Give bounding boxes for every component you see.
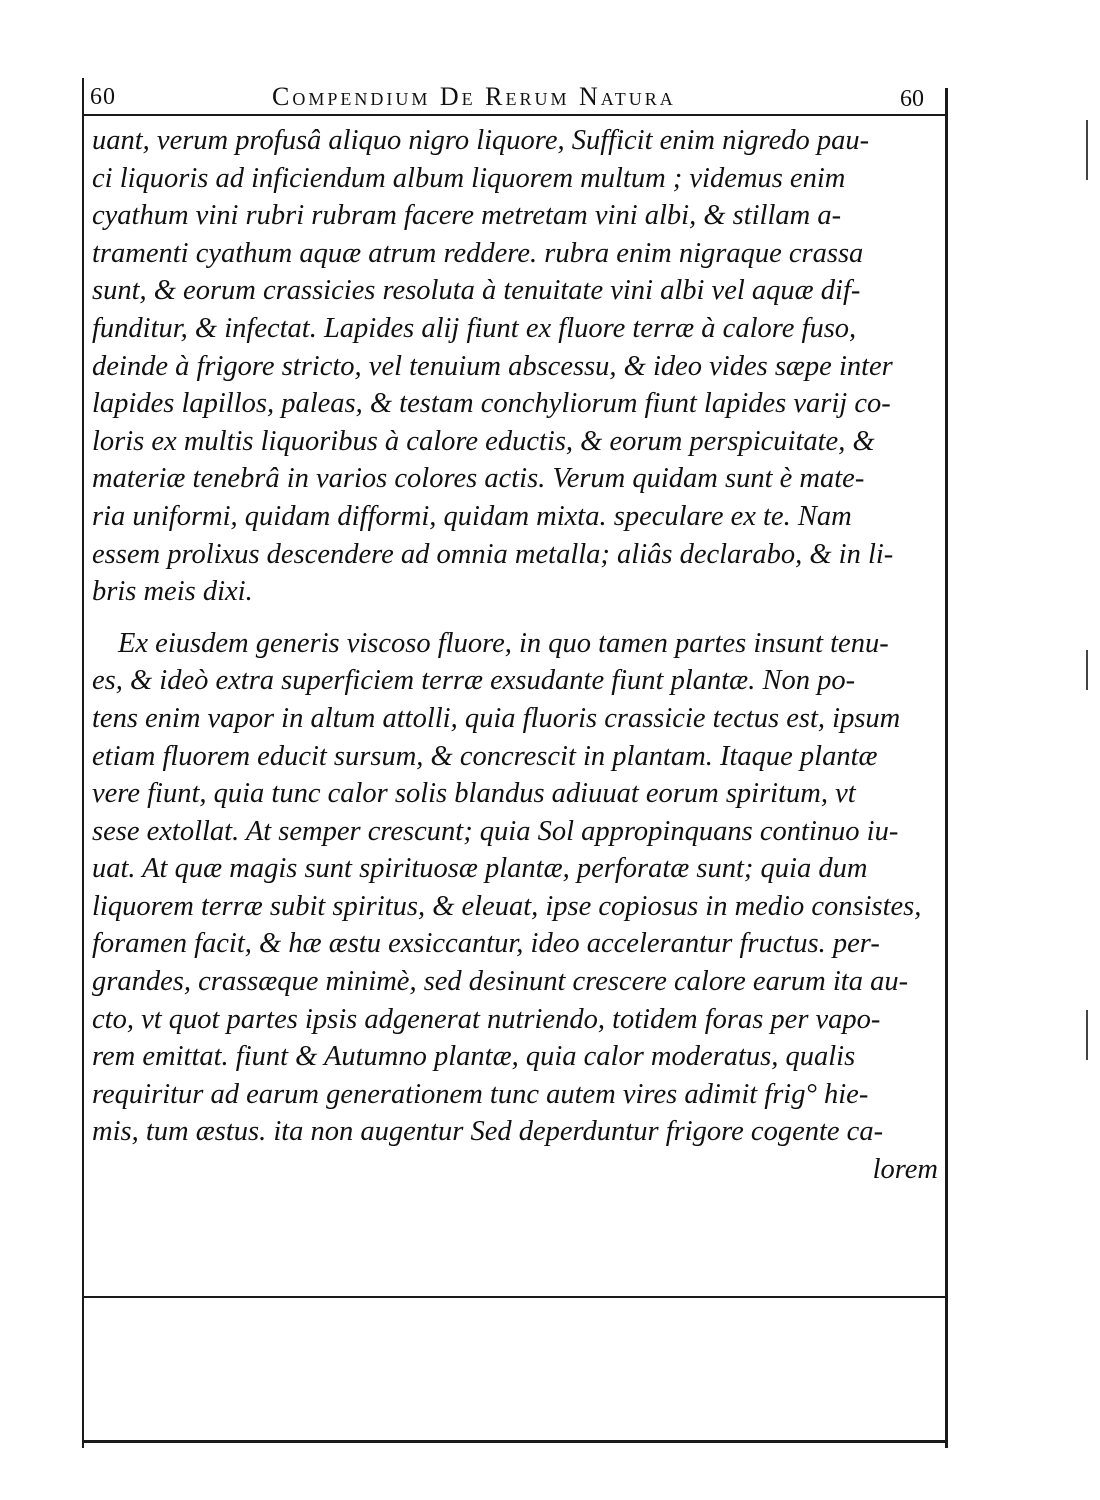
paragraph-2 — [92, 625, 938, 1151]
text-line: essem prolixus descendere ad omnia metalla; aliâs declarabo, & in li- — [92, 538, 894, 570]
text-line: grandes, crassæque minimè, sed desinunt crescere calore earum ita au- — [92, 966, 909, 998]
text-line: tramenti cyathum aquæ atrum reddere. rubra enim nigraque crassa — [92, 237, 864, 269]
text-line: rem emittat. fiunt & Autumno plantæ, quia calor moderatus, qualis — [92, 1041, 856, 1073]
page-frame-bottom-edge — [82, 1440, 948, 1443]
paragraph-gap — [92, 611, 938, 625]
footer-rule — [82, 1296, 948, 1298]
text-line: vere fiunt, quia tunc calor solis blandus adiuuat eorum spiritum, vt — [92, 778, 856, 810]
text-line: sese extollat. At semper crescunt; quia Sol appropinquans continuo iu- — [92, 815, 899, 847]
text-line: uant, verum profusâ aliquo nigro liquore, Sufficit enim nigredo pau- — [92, 125, 870, 156]
header-rule — [82, 114, 948, 116]
text-line: mis, tum æstus. ita non augentur Sed deperduntur frigore cogente ca- — [92, 1116, 884, 1148]
text-line: bris meis dixi. — [92, 576, 253, 608]
catchword: lorem — [872, 1154, 938, 1186]
text-line: es, & ideò extra superficiem terræ exsudante fiunt plantæ. Non po- — [92, 665, 856, 697]
text-line: cyathum vini rubri rubram facere metretam vini albi, & stillam a- — [92, 200, 842, 232]
running-head — [86, 82, 924, 114]
scan-edge-mark — [1086, 1010, 1088, 1060]
running-title: Compendium De Rerum Natura — [272, 82, 676, 111]
scan-edge-mark — [1086, 120, 1088, 180]
text-line: funditur, & infectat. Lapides alij fiunt ex fluore terræ à calore fuso, — [92, 312, 857, 344]
page-frame-left-edge — [82, 78, 84, 1448]
text-line: loris ex multis liquoribus à calore eductis, & eorum perspicuitate, & — [92, 425, 875, 457]
text-line: uat. At quæ magis sunt spirituosæ plantæ, perforatæ sunt; quia dum — [92, 853, 868, 885]
text-line: Ex eiusdem generis viscoso fluore, in quo tamen partes insunt tenu- — [118, 627, 889, 659]
text-line: ria uniformi, quidam difformi, quidam mixta. speculare ex te. Nam — [92, 500, 852, 532]
text-line: ci liquoris ad inficiendum album liquorem multum ; videmus enim — [92, 162, 846, 194]
page-number-right: 60 — [900, 86, 924, 112]
text-line: cto, vt quot partes ipsis adgenerat nutriendo, totidem foras per vapo- — [92, 1003, 881, 1035]
body-text — [92, 122, 938, 1189]
text-line: sunt, & eorum crassicies resoluta à tenuitate vini albi vel aquæ dif- — [92, 275, 861, 307]
text-line: liquorem terræ subit spiritus, & eleuat, ipse copiosus in medio consistes, — [92, 890, 922, 922]
page-frame-right-edge — [945, 88, 948, 1448]
text-line: lapides lapillos, paleas, & testam conchyliorum fiunt lapides varij co- — [92, 388, 891, 420]
text-line: deinde à frigore stricto, vel tenuium abscessu, & ideo vides sæpe inter — [92, 350, 893, 382]
text-line: materiæ tenebrâ in varios colores actis. Verum quidam sunt è mate- — [92, 463, 865, 495]
text-line: tens enim vapor in altum attolli, quia fluoris crassicie tectus est, ipsum — [92, 702, 901, 734]
page-number-left: 60 — [90, 84, 116, 110]
scan-edge-mark — [1086, 650, 1088, 690]
paragraph-1 — [92, 122, 938, 611]
text-line: requiritur ad earum generationem tunc autem vires adimit frig° hie- — [92, 1078, 869, 1110]
text-line: foramen facit, & hæ æstu exsiccantur, ideo accelerantur fructus. per- — [92, 928, 880, 960]
text-line: etiam fluorem educit sursum, & concrescit in plantam. Itaque plantæ — [92, 740, 878, 772]
